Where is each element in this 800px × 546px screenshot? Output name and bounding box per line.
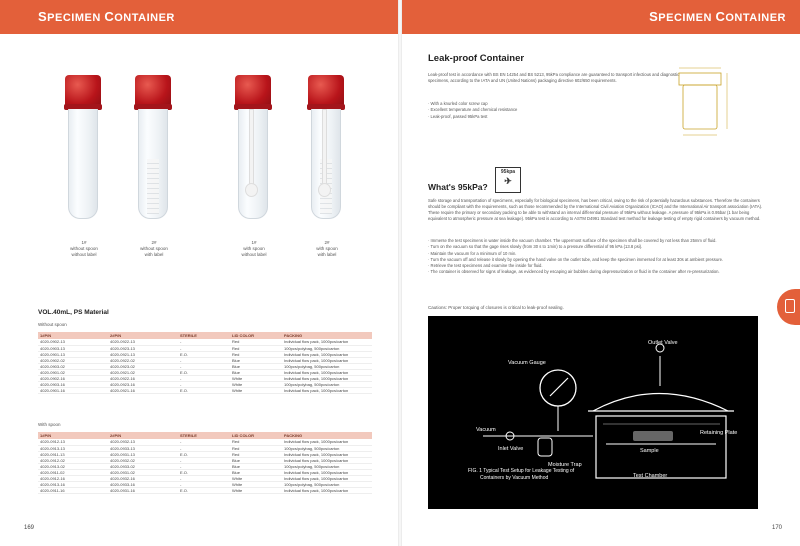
spoon — [249, 109, 254, 187]
table-cell: 4020-0923-16 — [108, 381, 178, 387]
table-cell: 4020-0931-02 — [108, 469, 178, 475]
table-cell: E.O. — [178, 469, 230, 475]
col-header: 2#P/N — [108, 432, 178, 439]
tube-photo-2 — [135, 75, 171, 235]
tube-body — [68, 109, 98, 219]
table-cell: Blue — [230, 357, 282, 363]
whats-95kpa-paragraph: Safe storage and transportation of specimens, especially for biological specimens, has been critical, owing to the risk of potentially hazardous substances. Therefore the containers should be compliant with the requirements, such as those recommended by the International Civil Aviation Organization (ICAO) and the International Air transport association (IATA). These require the primary or secondary packing to be able to withstand an internal differential pressure of 95kPa without leakage. A pressure of 95kPa is 0.95bar (1 bar being equivalent to atmospheric pressure at sea leakage). 95kPa test is according to ASTM D4991 Standard test method for leakage testing of empty rigid containers by vacuum method. — [428, 198, 763, 221]
table-cell: 4020-0903-16 — [38, 381, 108, 387]
table-cell: 4020-0901-16 — [38, 387, 108, 393]
left-header: SPECIMEN CONTAINER — [0, 0, 398, 34]
leakproof-intro: Leak-proof test in accordance with BS EN 14254 and BS 5213, 95kPa compliance are guaranteed to transport infectious and diagnostic specimens, according to the IATA and UN (United Nations) packaging directive 602/650 requirements. — [428, 72, 680, 83]
table-cell: 4020-0922-16 — [108, 375, 178, 381]
table-cell: 4020-0913-02 — [38, 463, 108, 469]
col-header: 1#P/N — [38, 332, 108, 339]
container-icon — [785, 299, 795, 313]
table-cell: 4020-0903-13 — [38, 345, 108, 351]
red-cap — [235, 75, 271, 107]
table-cell: 4020-0902-02 — [38, 357, 108, 363]
col-header: 2#P/N — [108, 332, 178, 339]
caution-note: Cautions: Proper torquing of closures is critical to leak-proof sealing. — [428, 305, 564, 310]
table-cell: Individual flow pack, 1000pcs/carton — [282, 357, 372, 363]
table-cell: Individual flow pack, 1000pcs/carton — [282, 351, 372, 357]
table-cell: Red — [230, 339, 282, 345]
table-cell: 4020-0931-16 — [108, 487, 178, 493]
table-cell: E.O. — [178, 369, 230, 375]
table-cell: 4020-0932-02 — [108, 457, 178, 463]
col-header: PACKING — [282, 432, 372, 439]
volume-heading: VOL.40mL, PS Material — [38, 309, 109, 316]
table-with-spoon — [38, 432, 372, 494]
table-cell: 4020-0901-02 — [38, 369, 108, 375]
table-cell: 4020-0921-13 — [108, 351, 178, 357]
col-header: LID COLOR — [230, 432, 282, 439]
table-cell: 4020-0923-02 — [108, 363, 178, 369]
table-cell: - — [178, 457, 230, 463]
table-cell: 4020-0911-16 — [38, 487, 108, 493]
tube-body — [138, 109, 168, 219]
table-cell: 4020-0932-16 — [108, 475, 178, 481]
without-spoon-heading: Without spoon — [38, 322, 67, 327]
right-header: SPECIMEN CONTAINER — [402, 0, 800, 34]
table-cell: 4020-0912-16 — [38, 475, 108, 481]
table-cell: - — [178, 363, 230, 369]
table-cell: White — [230, 387, 282, 393]
table-cell: 4020-0913-16 — [38, 481, 108, 487]
tube-photos — [40, 75, 370, 235]
table-cell: - — [178, 475, 230, 481]
table-cell: 4020-0903-02 — [38, 363, 108, 369]
table-cell: 4020-0901-13 — [38, 351, 108, 357]
table-cell: Individual flow pack, 1000pcs/carton — [282, 339, 372, 345]
table-cell: E.O. — [178, 387, 230, 393]
label-test-chamber: Test Chamber — [633, 473, 668, 479]
leakproof-bullets: · With a knurled color screw cap · Excellent temperature and chemical resistance · Leak-proof, passed 95kPa test — [428, 101, 518, 119]
table-cell: Individual flow pack, 1000pcs/carton — [282, 387, 372, 393]
tube-caption-2: 2# without spoon with label — [140, 240, 168, 257]
with-spoon-heading: With spoon — [38, 422, 61, 427]
table-cell: 4020-0902-13 — [38, 339, 108, 345]
table-cell: 100pcs/polybag, 500pcs/carton — [282, 381, 372, 387]
table-cell: 4020-0933-16 — [108, 481, 178, 487]
table-cell: - — [178, 357, 230, 363]
label-outlet-valve: Outlet Valve — [648, 340, 678, 346]
table-cell: Red — [230, 345, 282, 351]
table-cell: 4020-0923-13 — [108, 345, 178, 351]
table-cell: 4020-0932-13 — [108, 439, 178, 445]
figure-caption-2: Containers by Vacuum Method — [480, 475, 549, 481]
table-cell: Blue — [230, 463, 282, 469]
label-vacuum-gauge: Vacuum Gauge — [508, 360, 546, 366]
table-cell: Individual flow pack, 1000pcs/carton — [282, 475, 372, 481]
col-header: PACKING — [282, 332, 372, 339]
table-cell: Red — [230, 351, 282, 357]
graduation-label — [147, 159, 159, 214]
red-cap — [135, 75, 171, 107]
table-cell: Individual flow pack, 1000pcs/carton — [282, 451, 372, 457]
spoon-head — [318, 183, 331, 197]
page-number-left: 169 — [24, 525, 35, 531]
table-cell: 4020-0921-02 — [108, 369, 178, 375]
table-cell: 100pcs/polybag, 500pcs/carton — [282, 363, 372, 369]
table-cell: 100pcs/polybag, 500pcs/carton — [282, 445, 372, 451]
table-row — [38, 387, 372, 393]
table-without-spoon — [38, 332, 372, 394]
test-steps: · Immerse the test specimens in water inside the vacuum chamber. The uppermost surface of the specimen shall be covered by not less than 25mm of fluid. · Turn on the vacuum so that the gage rises slowly (from 30 s to 1min) to a pressure differential of 95 kPa (13.8 psi). · Maintain the vacuum for a minimum of 10 min. · Turn the vacuum off and release it slowly by opening the hand valve on the outlet tube, and keep the specimen immersed for at least 30s at ambient pressure. · Retrieve the test specimens and examine the inside for fluid. · The container is observed for signs of leakage, as evidenced by escaping air bubbles during depressurization or fluid in the container after re-pressurization. — [428, 238, 724, 275]
tube-photo-1 — [65, 75, 101, 235]
table-cell: Red — [230, 451, 282, 457]
table-cell: 4020-0912-13 — [38, 439, 108, 445]
vacuum-test-diagram — [428, 316, 758, 509]
table-cell: - — [178, 439, 230, 445]
table-cell: 4020-0921-16 — [108, 387, 178, 393]
table-header-row — [38, 332, 372, 339]
table-cell: Blue — [230, 363, 282, 369]
table-cell: - — [178, 445, 230, 451]
table-cell: - — [178, 375, 230, 381]
page-number-right: 170 — [771, 525, 782, 531]
table-cell: Blue — [230, 369, 282, 375]
red-cap — [65, 75, 101, 107]
table-header-row — [38, 432, 372, 439]
sample-bar — [633, 431, 673, 441]
table-cell: 4020-0922-02 — [108, 357, 178, 363]
figure-caption-1: FIG. 1 Typical Test Setup for Leakage Testing of — [468, 468, 575, 474]
table-cell: 4020-0913-13 — [38, 445, 108, 451]
tube-photo-3 — [235, 75, 271, 235]
tube-caption-3: 1# with spoon without label — [241, 240, 267, 257]
table-cell: - — [178, 481, 230, 487]
label-retaining-plate: Retaining Plate — [700, 430, 738, 436]
col-header: 1#P/N — [38, 432, 108, 439]
label-vacuum: Vacuum — [476, 427, 496, 433]
table-cell: 4020-0902-16 — [38, 375, 108, 381]
table-cell: E.O. — [178, 351, 230, 357]
95kpa-badge: 95kpa ✈ — [495, 167, 521, 193]
table-cell: 4020-0922-13 — [108, 339, 178, 345]
container-drawing — [665, 63, 743, 141]
table-cell: E.O. — [178, 451, 230, 457]
col-header: STERILE — [178, 332, 230, 339]
spoon-head — [245, 183, 258, 197]
table-cell: Blue — [230, 457, 282, 463]
leakproof-title: Leak-proof Container — [428, 53, 525, 64]
label-inlet-valve: Inlet Valve — [498, 446, 524, 452]
tube-caption-1: 1# without spoon without label — [70, 240, 98, 257]
table-cell: Red — [230, 445, 282, 451]
label-moisture-trap: Moisture Trap — [548, 462, 582, 468]
table-cell: White — [230, 381, 282, 387]
table-cell: 4020-0931-13 — [108, 451, 178, 457]
col-header: LID COLOR — [230, 332, 282, 339]
table-cell: 4020-0933-13 — [108, 445, 178, 451]
table-cell: Individual flow pack, 1000pcs/carton — [282, 369, 372, 375]
airplane-icon: ✈ — [504, 176, 512, 186]
table-cell: White — [230, 475, 282, 481]
label-sample: Sample — [640, 448, 659, 454]
whats-95kpa-title: What's 95kPa? — [428, 182, 488, 192]
table-cell: Blue — [230, 469, 282, 475]
table-cell: 4020-0912-02 — [38, 457, 108, 463]
table-cell: Red — [230, 439, 282, 445]
col-header: STERILE — [178, 432, 230, 439]
table-cell: Individual flow pack, 1000pcs/carton — [282, 469, 372, 475]
tube-caption-4: 2# with spoon with label — [316, 240, 338, 257]
table-cell: - — [178, 345, 230, 351]
diagram-bg — [428, 316, 758, 509]
table-cell: - — [178, 463, 230, 469]
table-cell: 4020-0933-02 — [108, 463, 178, 469]
table-cell: 4020-0911-02 — [38, 469, 108, 475]
table-cell: - — [178, 381, 230, 387]
spoon — [322, 109, 327, 187]
table-cell: E.O. — [178, 487, 230, 493]
table-cell: - — [178, 339, 230, 345]
table-cell: White — [230, 375, 282, 381]
red-cap — [308, 75, 344, 107]
tube-photo-4 — [308, 75, 344, 235]
table-cell: White — [230, 487, 282, 493]
table-cell: Individual flow pack, 1000pcs/carton — [282, 457, 372, 463]
table-row — [38, 487, 372, 493]
table-cell: White — [230, 481, 282, 487]
table-cell: 4020-0911-13 — [38, 451, 108, 457]
table-cell: Individual flow pack, 1000pcs/carton — [282, 487, 372, 493]
table-cell: Individual flow pack, 1000pcs/carton — [282, 439, 372, 445]
table-cell: 100pcs/polybag, 500pcs/carton — [282, 481, 372, 487]
table-cell: Individual flow pack, 1000pcs/carton — [282, 375, 372, 381]
table-cell: 100pcs/polybag, 500pcs/carton — [282, 345, 372, 351]
table-cell: 100pcs/polybag, 500pcs/carton — [282, 463, 372, 469]
